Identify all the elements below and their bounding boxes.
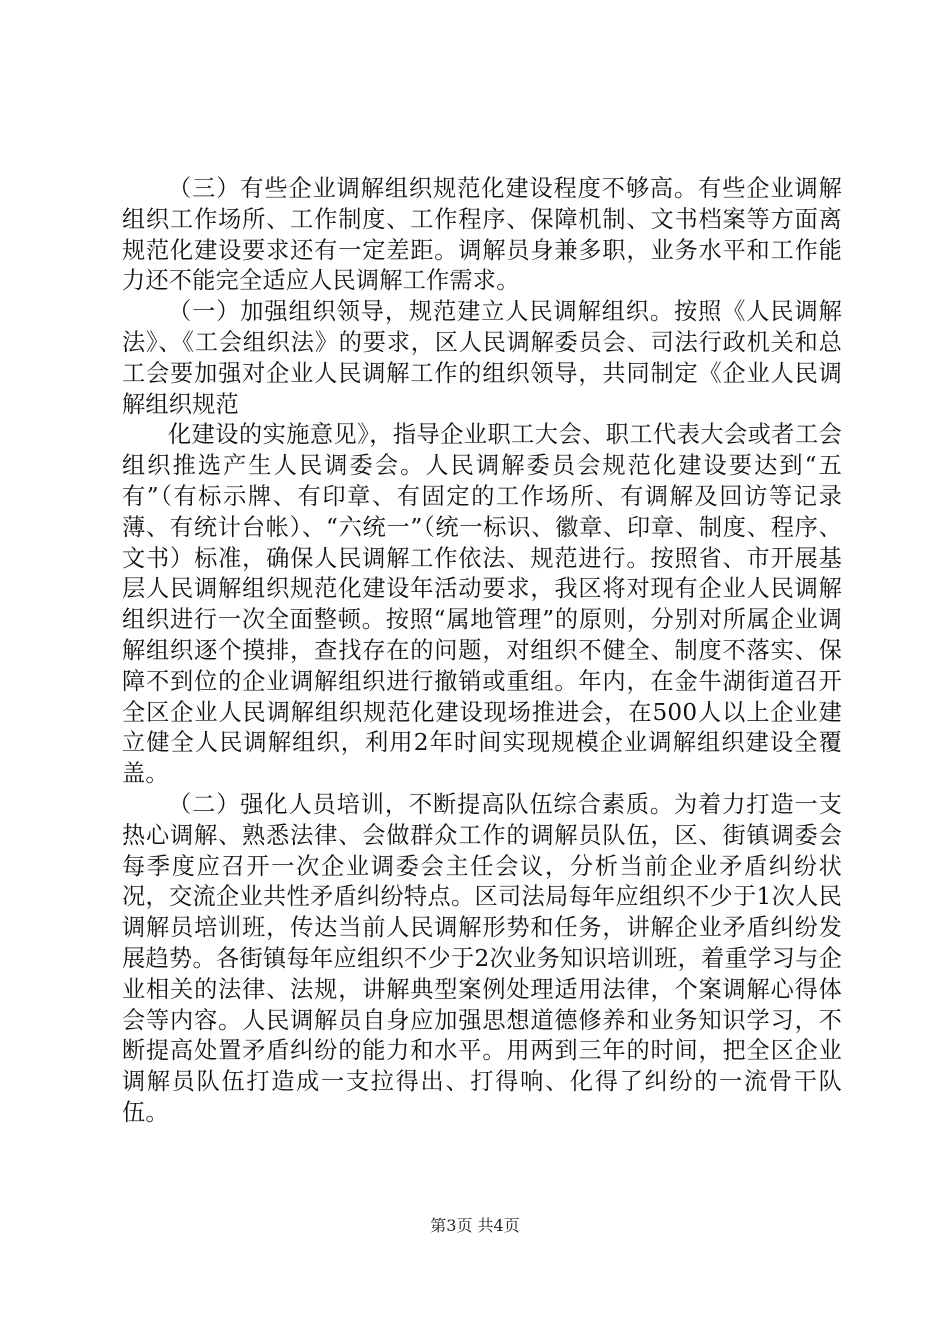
paragraph-measure-one-continued: 化建设的实施意见》，指导企业职工大会、职工代表大会或者工会组织推选产生人民调委会。人民调解委员会规范化建设要达到“五有”（有标示牌、有印章、有固定的工作场所、有调解及回访等记录薄、有统计台帐）、“六统一”（统一标识、徽章、印章、制度、程序、文书）标准，确保人民调解工作依法、规范进行。按照省、市开展基层人民调解组织规范化建设年活动要求，我区将对现有企业人民调解组织进行一次全面整顿。按照“属地管理”的原则，分别对所属企业调解组织逐个摸排，查找存在的问题，对组织不健全、制度不落实、保障不到位的企业调解组织进行撤销或重组。年内，在金牛湖街道召开全区企业人民调解组织规范化建设现场推进会，在500人以上企业建立健全人民调解组织，利用2年时间实现规模企业调解组织建设全覆盖。 bbox=[122, 421, 842, 788]
document-body bbox=[122, 174, 842, 1129]
page-footer: 第3页 共4页 bbox=[430, 1216, 520, 1235]
paragraph-measure-one: （一）加强组织领导，规范建立人民调解组织。按照《人民调解法》、《工会组织法》的要求，区人民调解委员会、司法行政机关和总工会要加强对企业人民调解工作的组织领导，共同制定《企业人民调解组织规范 bbox=[122, 298, 842, 418]
paragraph-measure-two: （二）强化人员培训，不断提高队伍综合素质。为着力打造一支热心调解、熟悉法律、会做群众工作的调解员队伍，区、街镇调委会每季度应召开一次企业调委会主任会议，分析当前企业矛盾纠纷状况，交流企业共性矛盾纠纷特点。区司法局每年应组织不少于1次人民调解员培训班，传达当前人民调解形势和任务，讲解企业矛盾纠纷发展趋势。各街镇每年应组织不少于2次业务知识培训班，着重学习与企业相关的法律、法规，讲解典型案例处理适用法律，个案调解心得体会等内容。人民调解员自身应加强思想道德修养和业务知识学习，不断提高处置矛盾纠纷的能力和水平。用两到三年的时间，把全区企业调解员队伍打造成一支拉得出、打得响、化得了纠纷的一流骨干队伍。 bbox=[122, 790, 842, 1126]
paragraph-problem-three: （三）有些企业调解组织规范化建设程度不够高。有些企业调解组织工作场所、工作制度、工作程序、保障机制、文书档案等方面离规范化建设要求还有一定差距。调解员身兼多职，业务水平和工作能力还不能完全适应人民调解工作需求。 bbox=[122, 175, 842, 295]
